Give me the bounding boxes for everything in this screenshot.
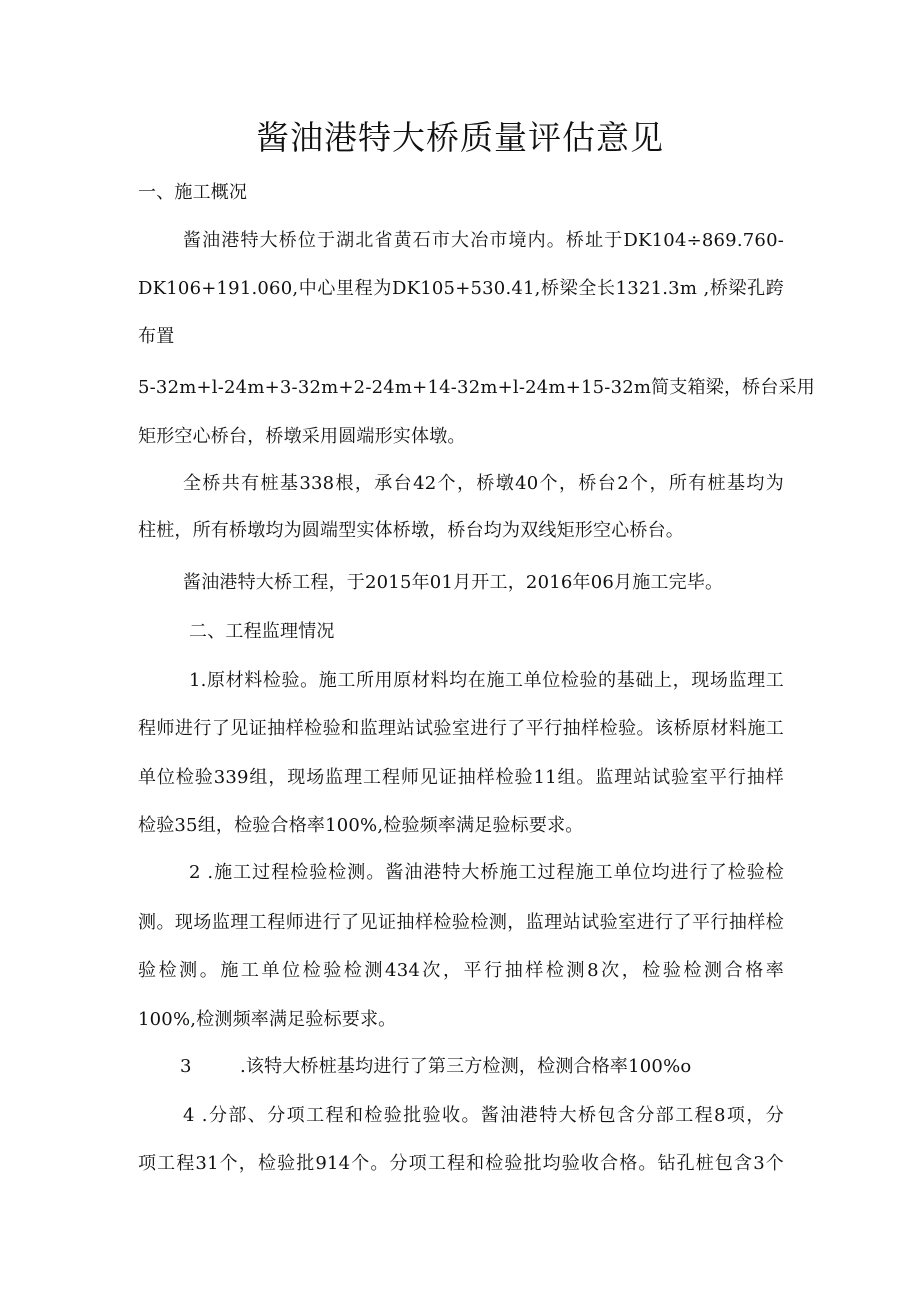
paragraph-line: 5-32m+l-24m+3-32m+2-24m+14-32m+l-24m+15-32m简支箱梁，桥台采用 [138,377,815,398]
paragraph-line: DK106+191.060,中心里程为DK105+530.41,桥梁全长1321.3m ,桥梁孔跨 [138,278,784,299]
paragraph-line: .该特大桥桩基均进行了第三方检测，检测合格率100%o [240,1056,692,1077]
paragraph-line: 项工程31个，检验批914个。分项工程和检验批均验收合格。钻孔桩包含3个 [138,1153,784,1174]
paragraph-line: 100%,检测频率满足验标要求。 [138,1009,397,1030]
item-number: 3 [180,1056,192,1077]
section-heading-construction-overview: 一、施工概况 [138,182,248,203]
document-title: 酱油港特大桥质量评估意见 [256,118,664,157]
paragraph-line: 柱桩，所有桥墩均为圆端型实体桥墩，桥台均为双线矩形空心桥台。 [138,520,684,541]
paragraph-line: 验检测。施工单位检验检测434次，平行抽样检测8次，检验检测合格率 [138,960,784,981]
paragraph-line: 测。现场监理工程师进行了见证抽样检验检测，监理站试验室进行了平行抽样检 [138,912,784,933]
paragraph-line: 2 .施工过程检验检测。酱油港特大桥施工过程施工单位均进行了检验检 [189,862,784,883]
paragraph-line: 程师进行了见证抽样检验和监理站试验室进行了平行抽样检验。该桥原材料施工 [138,718,784,739]
paragraph-line: 矩形空心桥台，桥墩采用圆端形实体墩。 [138,426,466,447]
paragraph-line: 全桥共有桩基338根，承台42个，桥墩40个，桥台2个，所有桩基均为 [183,473,784,494]
paragraph-line: 1.原材料检验。施工所用原材料均在施工单位检验的基础上，现场监理工 [189,670,784,691]
paragraph-line: 检验35组，检验合格率100%,检验频率满足验标要求。 [138,815,584,836]
paragraph-line: 酱油港特大桥位于湖北省黄石市大冶市境内。桥址于DK104÷869.760- [183,230,784,251]
paragraph-line: 布置 [138,326,175,347]
section-heading-supervision: 二、工程监理情况 [189,621,335,642]
paragraph-construction-dates: 酱油港特大桥工程，于2015年01月开工，2016年06月施工完毕。 [183,572,724,593]
paragraph-line: 单位检验339组，现场监理工程师见证抽样检验11组。监理站试验室平行抽样 [138,767,784,788]
paragraph-line: 4 .分部、分项工程和检验批验收。酱油港特大桥包含分部工程8项，分 [183,1105,784,1126]
